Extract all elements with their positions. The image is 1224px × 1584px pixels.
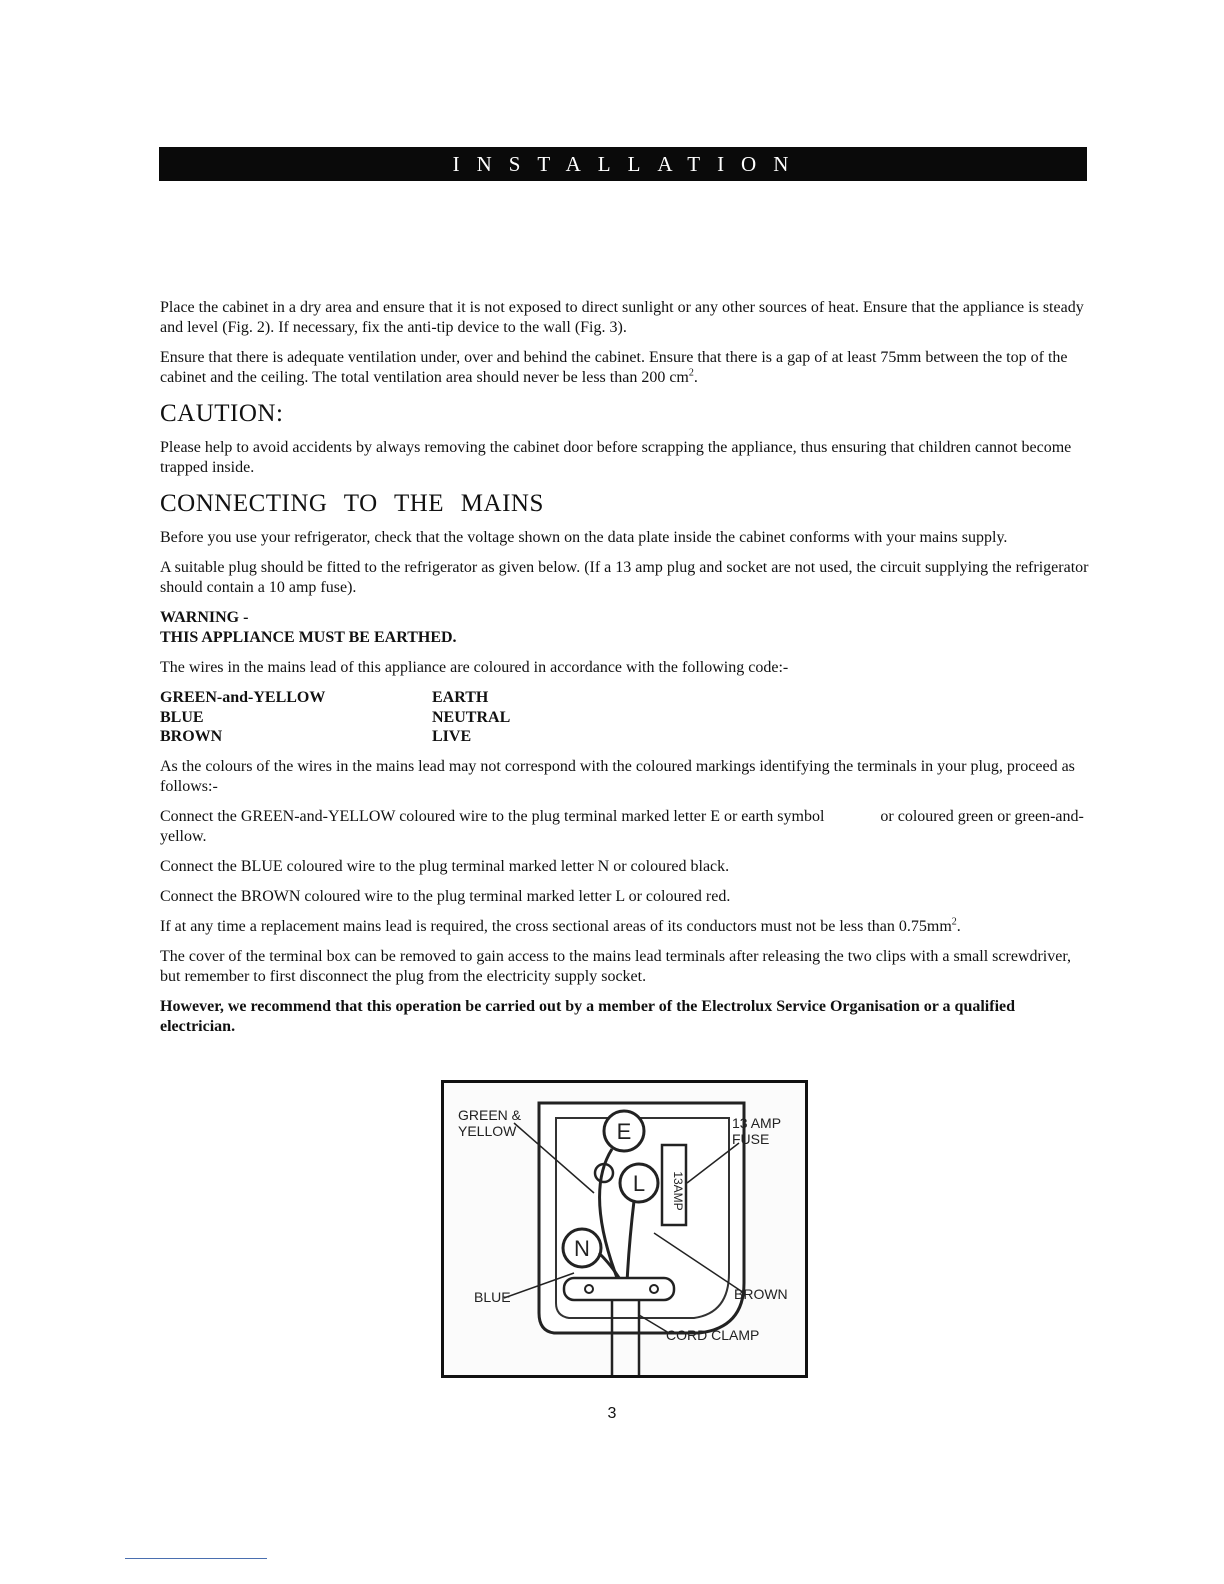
label-cord-clamp: CORD CLAMP <box>666 1327 760 1343</box>
label-13amp-fuse <box>732 1115 781 1147</box>
mains-paragraph-3: As the colours of the wires in the mains lead may not correspond with the coloured markings identifying the terminals in your plug, proceed as follows:- <box>160 757 1075 795</box>
intro-end: . <box>693 369 698 386</box>
mains-paragraph-1: Before you use your refrigerator, check that the voltage shown on the data plate inside the cabinet conforms with your mains supply. <box>160 529 1008 546</box>
terminal-n-label: N <box>574 1236 590 1261</box>
mains-paragraph-7-text: If at any time a replacement mains lead is required, the cross sectional areas of its conductors must not be less than 0.75mm <box>160 917 952 935</box>
wire-code-row <box>160 727 1090 747</box>
page-number: 3 <box>607 1405 617 1422</box>
label-fuse-line2: FUSE <box>732 1131 770 1147</box>
intro-paragraph-1: Place the cabinet in a dry area and ensure that it is not exposed to direct sunlight or any other sources of heat. Ensure that the appliance is steady and level (Fig. 2). If necessary, fix the anti-tip device to the wall (Fig. 3). <box>160 299 1084 336</box>
intro-sup: 2 <box>688 367 694 379</box>
mm-sup: 2 <box>951 916 957 928</box>
wire-code-row <box>160 708 1090 728</box>
caution-heading: CAUTION: <box>160 400 284 427</box>
footer-rule <box>125 1558 267 1559</box>
mains-paragraph-7-end: . <box>956 917 961 935</box>
label-fuse-line1: 13 AMP <box>732 1115 782 1131</box>
wire-meaning: NEUTRAL <box>432 708 511 726</box>
mains-paragraph-2: A suitable plug should be fitted to the refrigerator as given below. (If a 13 amp plug and socket are not used, the circuit supplying the refrigerator should contain a 10 amp fuse). <box>160 559 1089 596</box>
content <box>160 298 1090 1047</box>
intro-paragraph-2 <box>160 348 1090 388</box>
mains-paragraph-8: The cover of the terminal box can be removed to gain access to the mains lead terminals after releasing the two clips with a small screwdriver, but remember to first disconnect the plug from the electricity supply socket. <box>160 947 1072 985</box>
label-brown: BROWN <box>734 1286 788 1302</box>
wire-colour: BLUE <box>160 708 204 726</box>
wire-meaning: EARTH <box>432 689 489 706</box>
warning-block <box>160 608 1090 648</box>
mains-paragraph-7 <box>160 917 1090 937</box>
mains-paragraph-5: Connect the BLUE coloured wire to the plug terminal marked letter N or coloured black. <box>160 857 730 875</box>
wire-colour: GREEN-and-YELLOW <box>160 689 326 706</box>
wire-code-row <box>160 688 1090 708</box>
mains-paragraph-4: Connect the GREEN-and-YELLOW coloured wire to the plug terminal marked letter E or earth symbol or coloured green or green-and-yellow. <box>160 807 1084 845</box>
plug-wiring-figure <box>441 1080 808 1378</box>
label-green-yellow <box>458 1107 521 1139</box>
label-green-line1: GREEN & <box>458 1107 522 1123</box>
terminal-e-label: E <box>616 1119 632 1144</box>
section-banner: INSTALLATION <box>159 147 1087 181</box>
intro-paragraph-2-text: Ensure that there is adequate ventilation under, over and behind the cabinet. Ensure that there is a gap of at least 75mm between the top of the cabinet and the ceiling. The total ventilation area should never be less than 200 cm <box>160 349 1068 386</box>
terminal-l-label: L <box>632 1171 646 1196</box>
label-green-line2: YELLOW <box>458 1123 517 1139</box>
code-intro: The wires in the mains lead of this appliance are coloured in accordance with the following code:- <box>160 659 789 676</box>
label-blue: BLUE <box>474 1289 511 1305</box>
wire-code-table <box>160 688 1090 747</box>
mains-heading: CONNECTING TO THE MAINS <box>160 490 544 517</box>
wire-colour: BROWN <box>160 728 223 745</box>
fuse-text: 13AMP <box>671 1171 685 1211</box>
warning-text: THIS APPLIANCE MUST BE EARTHED. <box>160 629 457 646</box>
warning-label: WARNING - <box>160 609 249 626</box>
mains-paragraph-6: Connect the BROWN coloured wire to the plug terminal marked letter L or coloured red. <box>160 887 731 905</box>
caution-text: Please help to avoid accidents by always removing the cabinet door before scrapping the appliance, thus ensuring that children cannot become trapped inside. <box>160 439 1072 476</box>
wire-meaning: LIVE <box>432 728 472 745</box>
mains-paragraph-9: However, we recommend that this operation be carried out by a member of the Electrolux Service Organisation or a qualified electrician. <box>160 997 1016 1035</box>
